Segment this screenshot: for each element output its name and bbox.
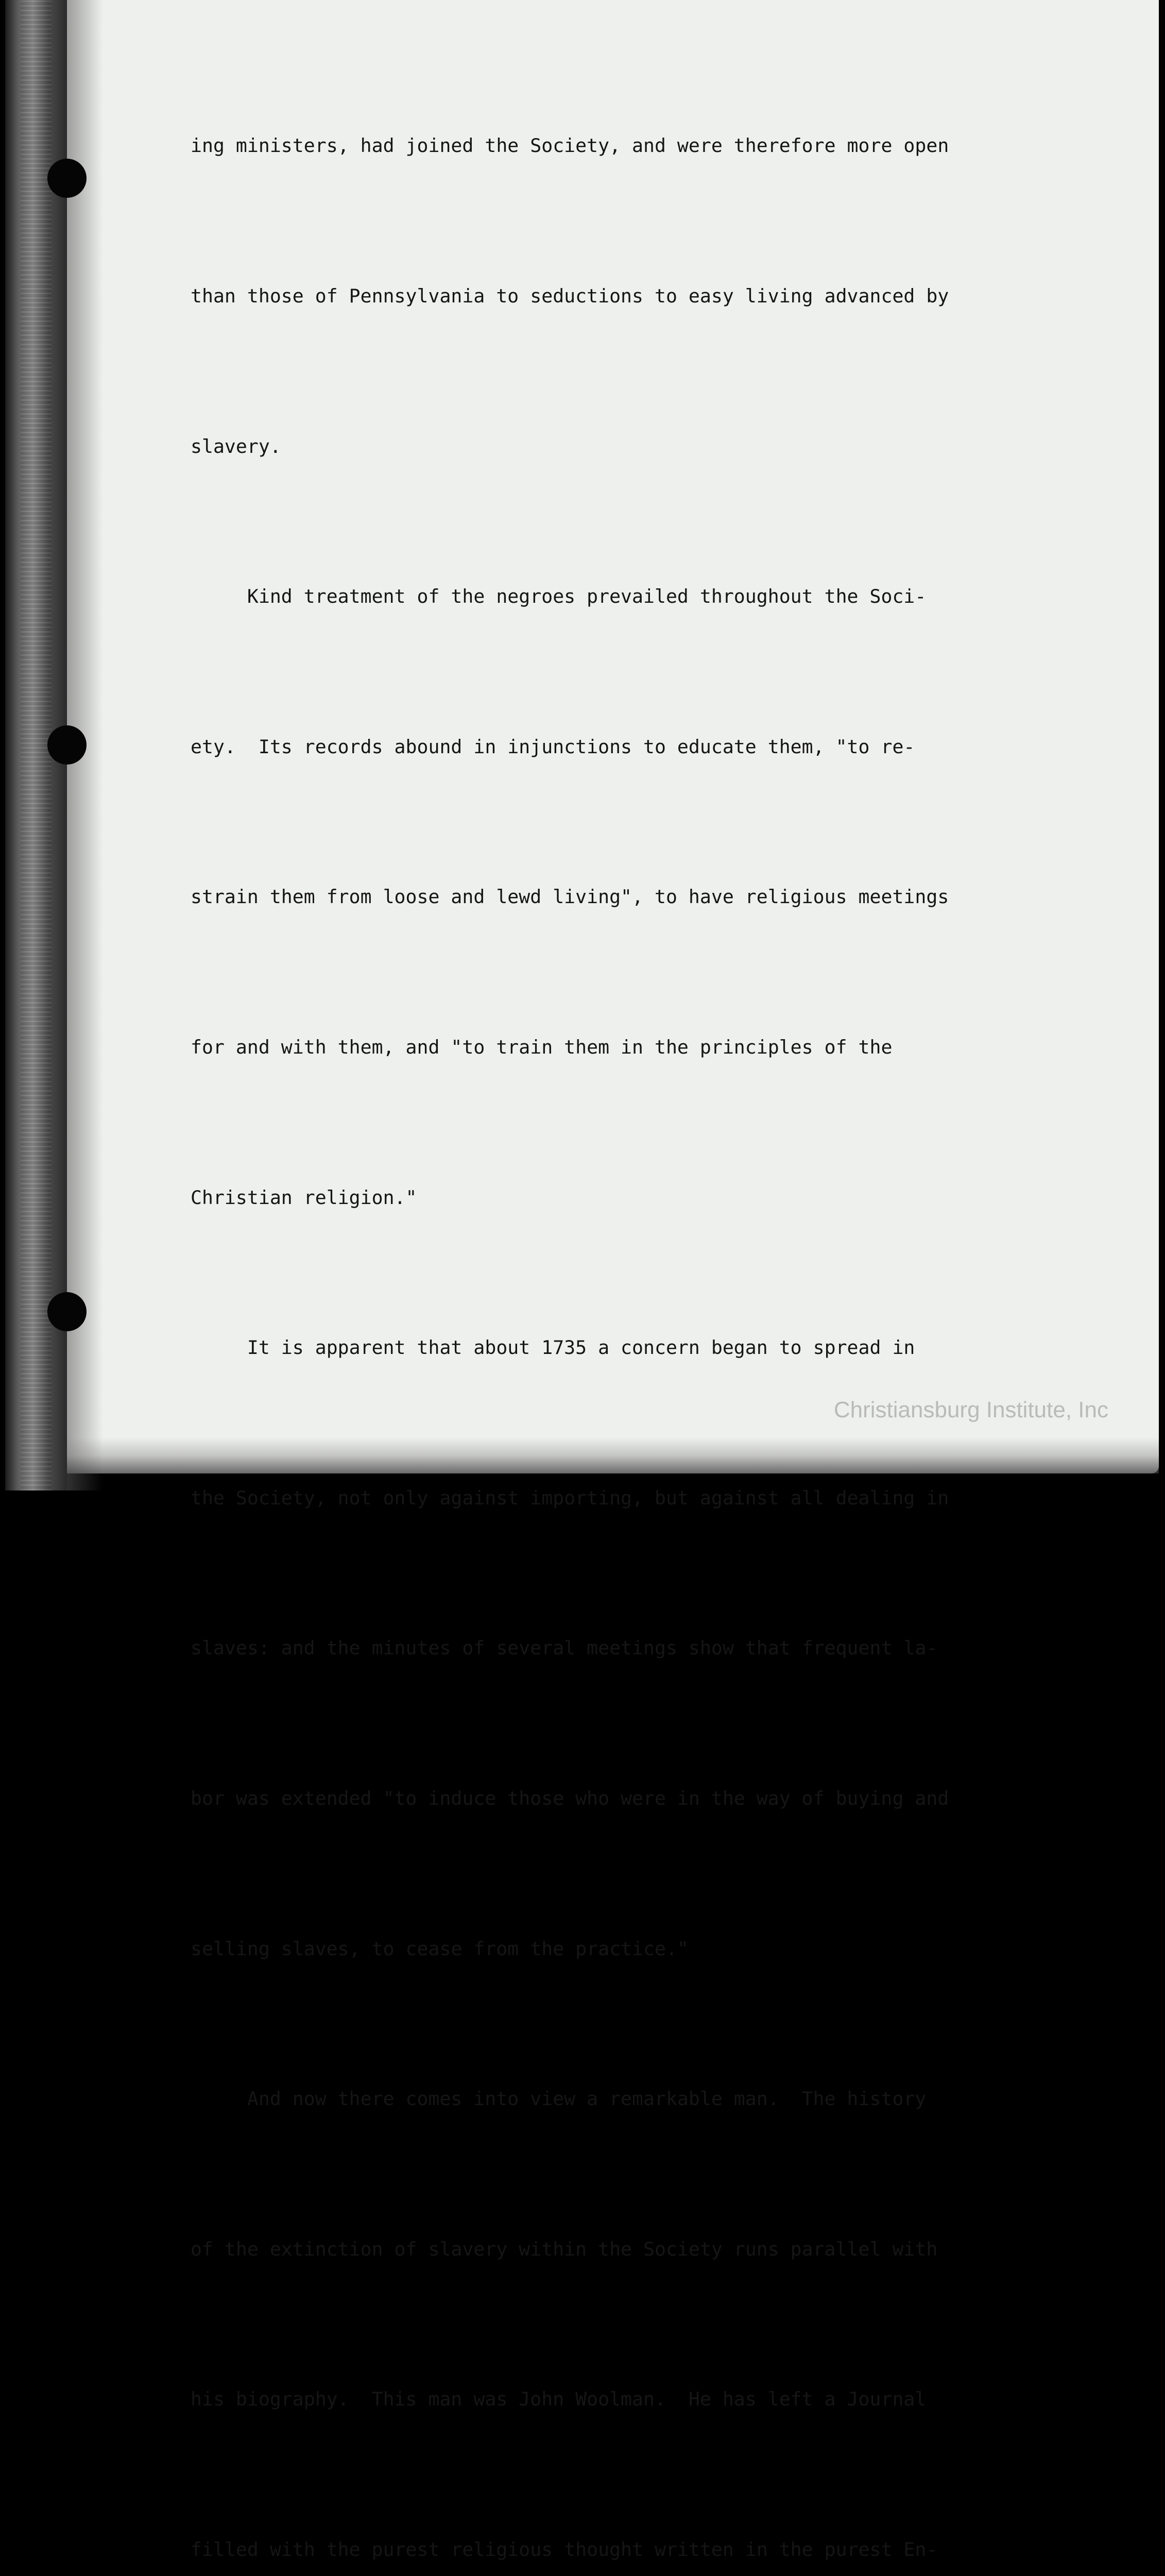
text-line: ing ministers, had joined the Society, and were therefore more open [191,134,949,157]
watermark: Christiansburg Institute, Inc [833,1397,1108,1422]
text-line: slaves: and the minutes of several meetings show that frequent la- [191,1637,938,1659]
text-line: ety. Its records abound in injunctions to educate them, "to re- [191,735,915,758]
text-line: Kind treatment of the negroes prevailed throughout the Soci- [191,585,927,608]
text-line: the Society, not only against importing, but against all dealing in [191,1486,949,1509]
text-line: his biography. This man was John Woolman. He has left a Journal [191,2388,927,2411]
typed-text-block [191,21,1118,2576]
punch-hole-top [47,159,87,198]
text-line: Christian religion." [191,1186,417,1209]
text-line: than those of Pennsylvania to seductions to easy living advanced by [191,285,949,307]
punch-hole-bottom [47,1292,87,1331]
text-line: It is apparent that about 1735 a concern began to spread in [191,1336,915,1359]
text-line: slavery. [191,435,281,457]
text-line: for and with them, and "to train them in the principles of the [191,1036,893,1058]
text-line: filled with the purest religious thought written in the purest En- [191,2538,938,2561]
text-line: bor was extended "to induce those who were in the way of buying and [191,1787,949,1809]
text-line: strain them from loose and lewd living", to have religious meetings [191,886,949,908]
punch-hole-middle [47,725,87,765]
text-line: of the extinction of slavery within the Society runs parallel with [191,2238,938,2260]
text-line: selling slaves, to cease from the practice." [191,1937,689,1960]
text-line: And now there comes into view a remarkable man. The history [191,2088,927,2110]
